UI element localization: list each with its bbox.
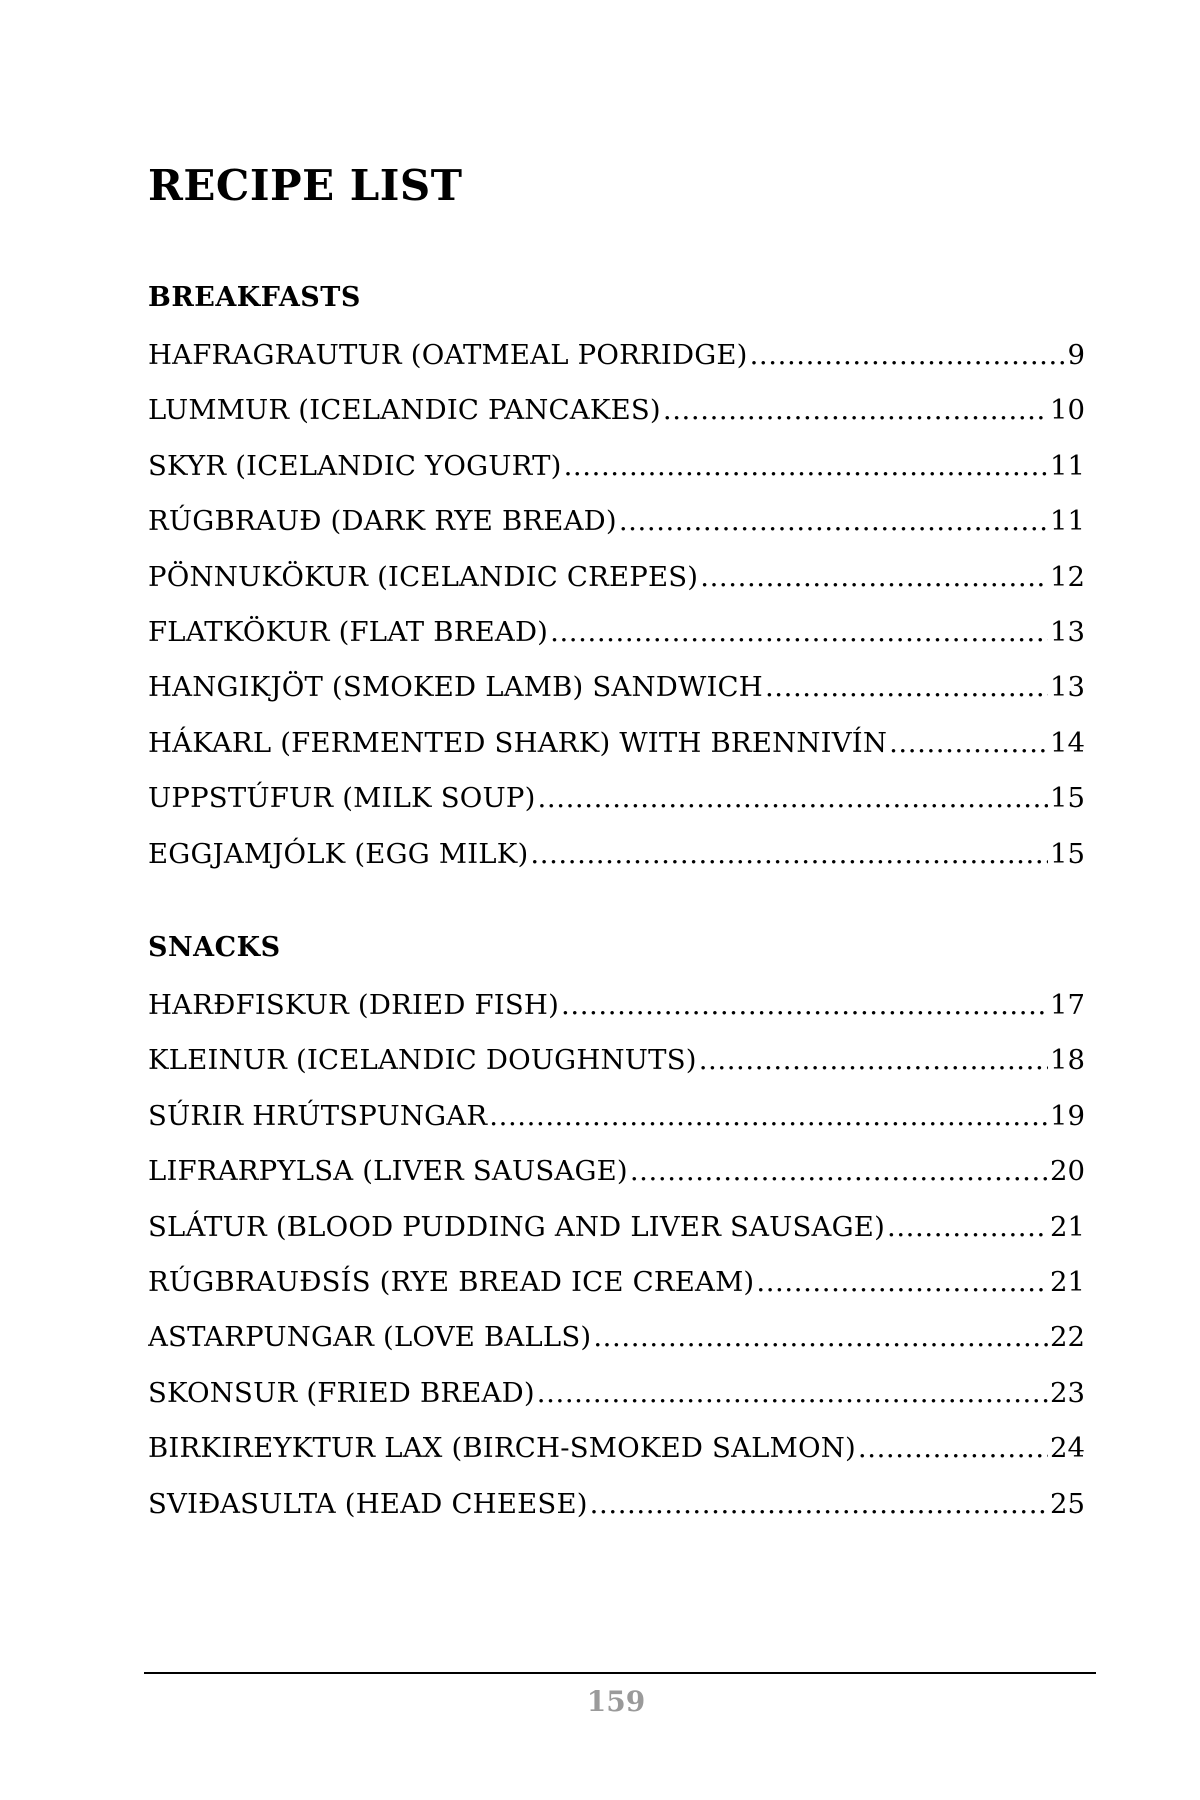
toc-entry[interactable] <box>148 1421 1085 1476</box>
entry-title: LUMMUR (ICELANDIC PANCAKES) <box>148 394 661 427</box>
dot-leader <box>858 1421 1048 1476</box>
entry-page-number: 20 <box>1050 1155 1085 1188</box>
toc-entry[interactable] <box>148 494 1085 549</box>
entry-page-number: 13 <box>1050 615 1085 648</box>
toc-entry[interactable] <box>148 1366 1085 1421</box>
page-title: RECIPE LIST <box>148 161 463 210</box>
breakfasts-list <box>148 328 1085 882</box>
entry-title: HARÐFISKUR (DRIED FISH) <box>148 989 560 1021</box>
entry-title: HAFRAGRAUTUR (OATMEAL PORRIDGE) <box>148 339 748 371</box>
entry-page-number: 15 <box>1050 782 1085 815</box>
dot-leader <box>564 439 1048 494</box>
entry-page-number: 11 <box>1050 505 1085 538</box>
entry-page-number: 10 <box>1050 394 1085 427</box>
toc-entry[interactable] <box>148 1089 1085 1144</box>
entry-page-number: 18 <box>1050 1044 1085 1077</box>
dot-leader <box>663 383 1048 438</box>
section-breakfasts <box>148 274 1085 882</box>
entry-page-number: 22 <box>1050 1321 1085 1354</box>
entry-page-number: 21 <box>1050 1210 1085 1243</box>
toc-entry[interactable] <box>148 660 1085 715</box>
entry-title: SLÁTUR (BLOOD PUDDING AND LIVER SAUSAGE) <box>148 1210 885 1243</box>
toc-entry[interactable] <box>148 1144 1085 1199</box>
section-heading-snacks: SNACKS <box>148 932 281 963</box>
toc-entry[interactable] <box>148 771 1085 826</box>
entry-page-number: 21 <box>1050 1265 1085 1298</box>
dot-leader <box>530 827 1048 882</box>
entry-title: HÁKARL (FERMENTED SHARK) WITH BRENNIVÍN <box>148 726 888 759</box>
section-snacks <box>148 924 1085 1532</box>
dot-leader <box>619 494 1048 549</box>
entry-page-number: 17 <box>1050 989 1085 1021</box>
toc-entry[interactable] <box>148 1255 1085 1310</box>
entry-page-number: 25 <box>1050 1487 1085 1520</box>
footer-divider <box>144 1672 1096 1674</box>
entry-title: PÖNNUKÖKUR (ICELANDIC CREPES) <box>148 560 699 593</box>
dot-leader <box>889 716 1048 771</box>
dot-leader <box>537 1366 1048 1421</box>
entry-title: SKONSUR (FRIED BREAD) <box>148 1376 535 1409</box>
toc-entry[interactable] <box>148 439 1085 494</box>
toc-entry[interactable] <box>148 1310 1085 1365</box>
footer-page-number: 159 <box>586 1685 646 1718</box>
entry-title: BIRKIREYKTUR LAX (BIRCH-SMOKED SALMON) <box>148 1432 856 1465</box>
dot-leader <box>887 1200 1048 1255</box>
dot-leader <box>590 1477 1048 1532</box>
entry-page-number: 19 <box>1050 1099 1085 1132</box>
entry-title: HANGIKJÖT (SMOKED LAMB) SANDWICH <box>148 671 763 704</box>
entry-page-number: 23 <box>1050 1376 1085 1409</box>
entry-title: UPPSTÚFUR (MILK SOUP) <box>148 782 536 815</box>
entry-title: EGGJAMJÓLK (EGG MILK) <box>148 837 529 870</box>
entry-title: RÚGBRAUÐ (DARK RYE BREAD) <box>148 505 617 538</box>
dot-leader <box>550 605 1048 660</box>
entry-title: RÚGBRAUÐSÍS (RYE BREAD ICE CREAM) <box>148 1265 755 1298</box>
entry-title: KLEINUR (ICELANDIC DOUGHNUTS) <box>148 1044 697 1077</box>
entry-page-number: 13 <box>1050 671 1085 704</box>
dot-leader <box>561 978 1048 1033</box>
toc-entry[interactable] <box>148 1200 1085 1255</box>
dot-leader <box>700 550 1048 605</box>
toc-entry[interactable] <box>148 978 1085 1033</box>
toc-entry[interactable] <box>148 1033 1085 1088</box>
toc-entry[interactable] <box>148 383 1085 438</box>
entry-title: SÚRIR HRÚTSPUNGAR <box>148 1099 488 1132</box>
dot-leader <box>750 328 1066 383</box>
dot-leader <box>765 660 1048 715</box>
toc-entry[interactable] <box>148 1477 1085 1532</box>
toc-entry[interactable] <box>148 827 1085 882</box>
entry-page-number: 24 <box>1050 1432 1085 1465</box>
entry-title: FLATKÖKUR (FLAT BREAD) <box>148 615 549 648</box>
dot-leader <box>699 1033 1048 1088</box>
entry-page-number: 15 <box>1050 837 1085 870</box>
entry-title: ASTARPUNGAR (LOVE BALLS) <box>148 1321 592 1354</box>
entry-page-number: 14 <box>1050 726 1085 759</box>
entry-title: SKYR (ICELANDIC YOGURT) <box>148 449 562 482</box>
dot-leader <box>538 771 1048 826</box>
dot-leader <box>630 1144 1048 1199</box>
entry-title: LIFRARPYLSA (LIVER SAUSAGE) <box>148 1155 628 1188</box>
entry-page-number: 12 <box>1050 560 1085 593</box>
entry-page-number: 9 <box>1067 339 1085 371</box>
entry-title: SVIÐASULTA (HEAD CHEESE) <box>148 1487 588 1520</box>
toc-entry[interactable] <box>148 550 1085 605</box>
toc-entry[interactable] <box>148 605 1085 660</box>
entry-page-number: 11 <box>1050 449 1085 482</box>
dot-leader <box>756 1255 1048 1310</box>
dot-leader <box>593 1310 1048 1365</box>
dot-leader <box>489 1089 1048 1144</box>
snacks-list <box>148 978 1085 1532</box>
section-heading-breakfasts: BREAKFASTS <box>148 282 361 313</box>
toc-entry[interactable] <box>148 328 1085 383</box>
toc-entry[interactable] <box>148 716 1085 771</box>
